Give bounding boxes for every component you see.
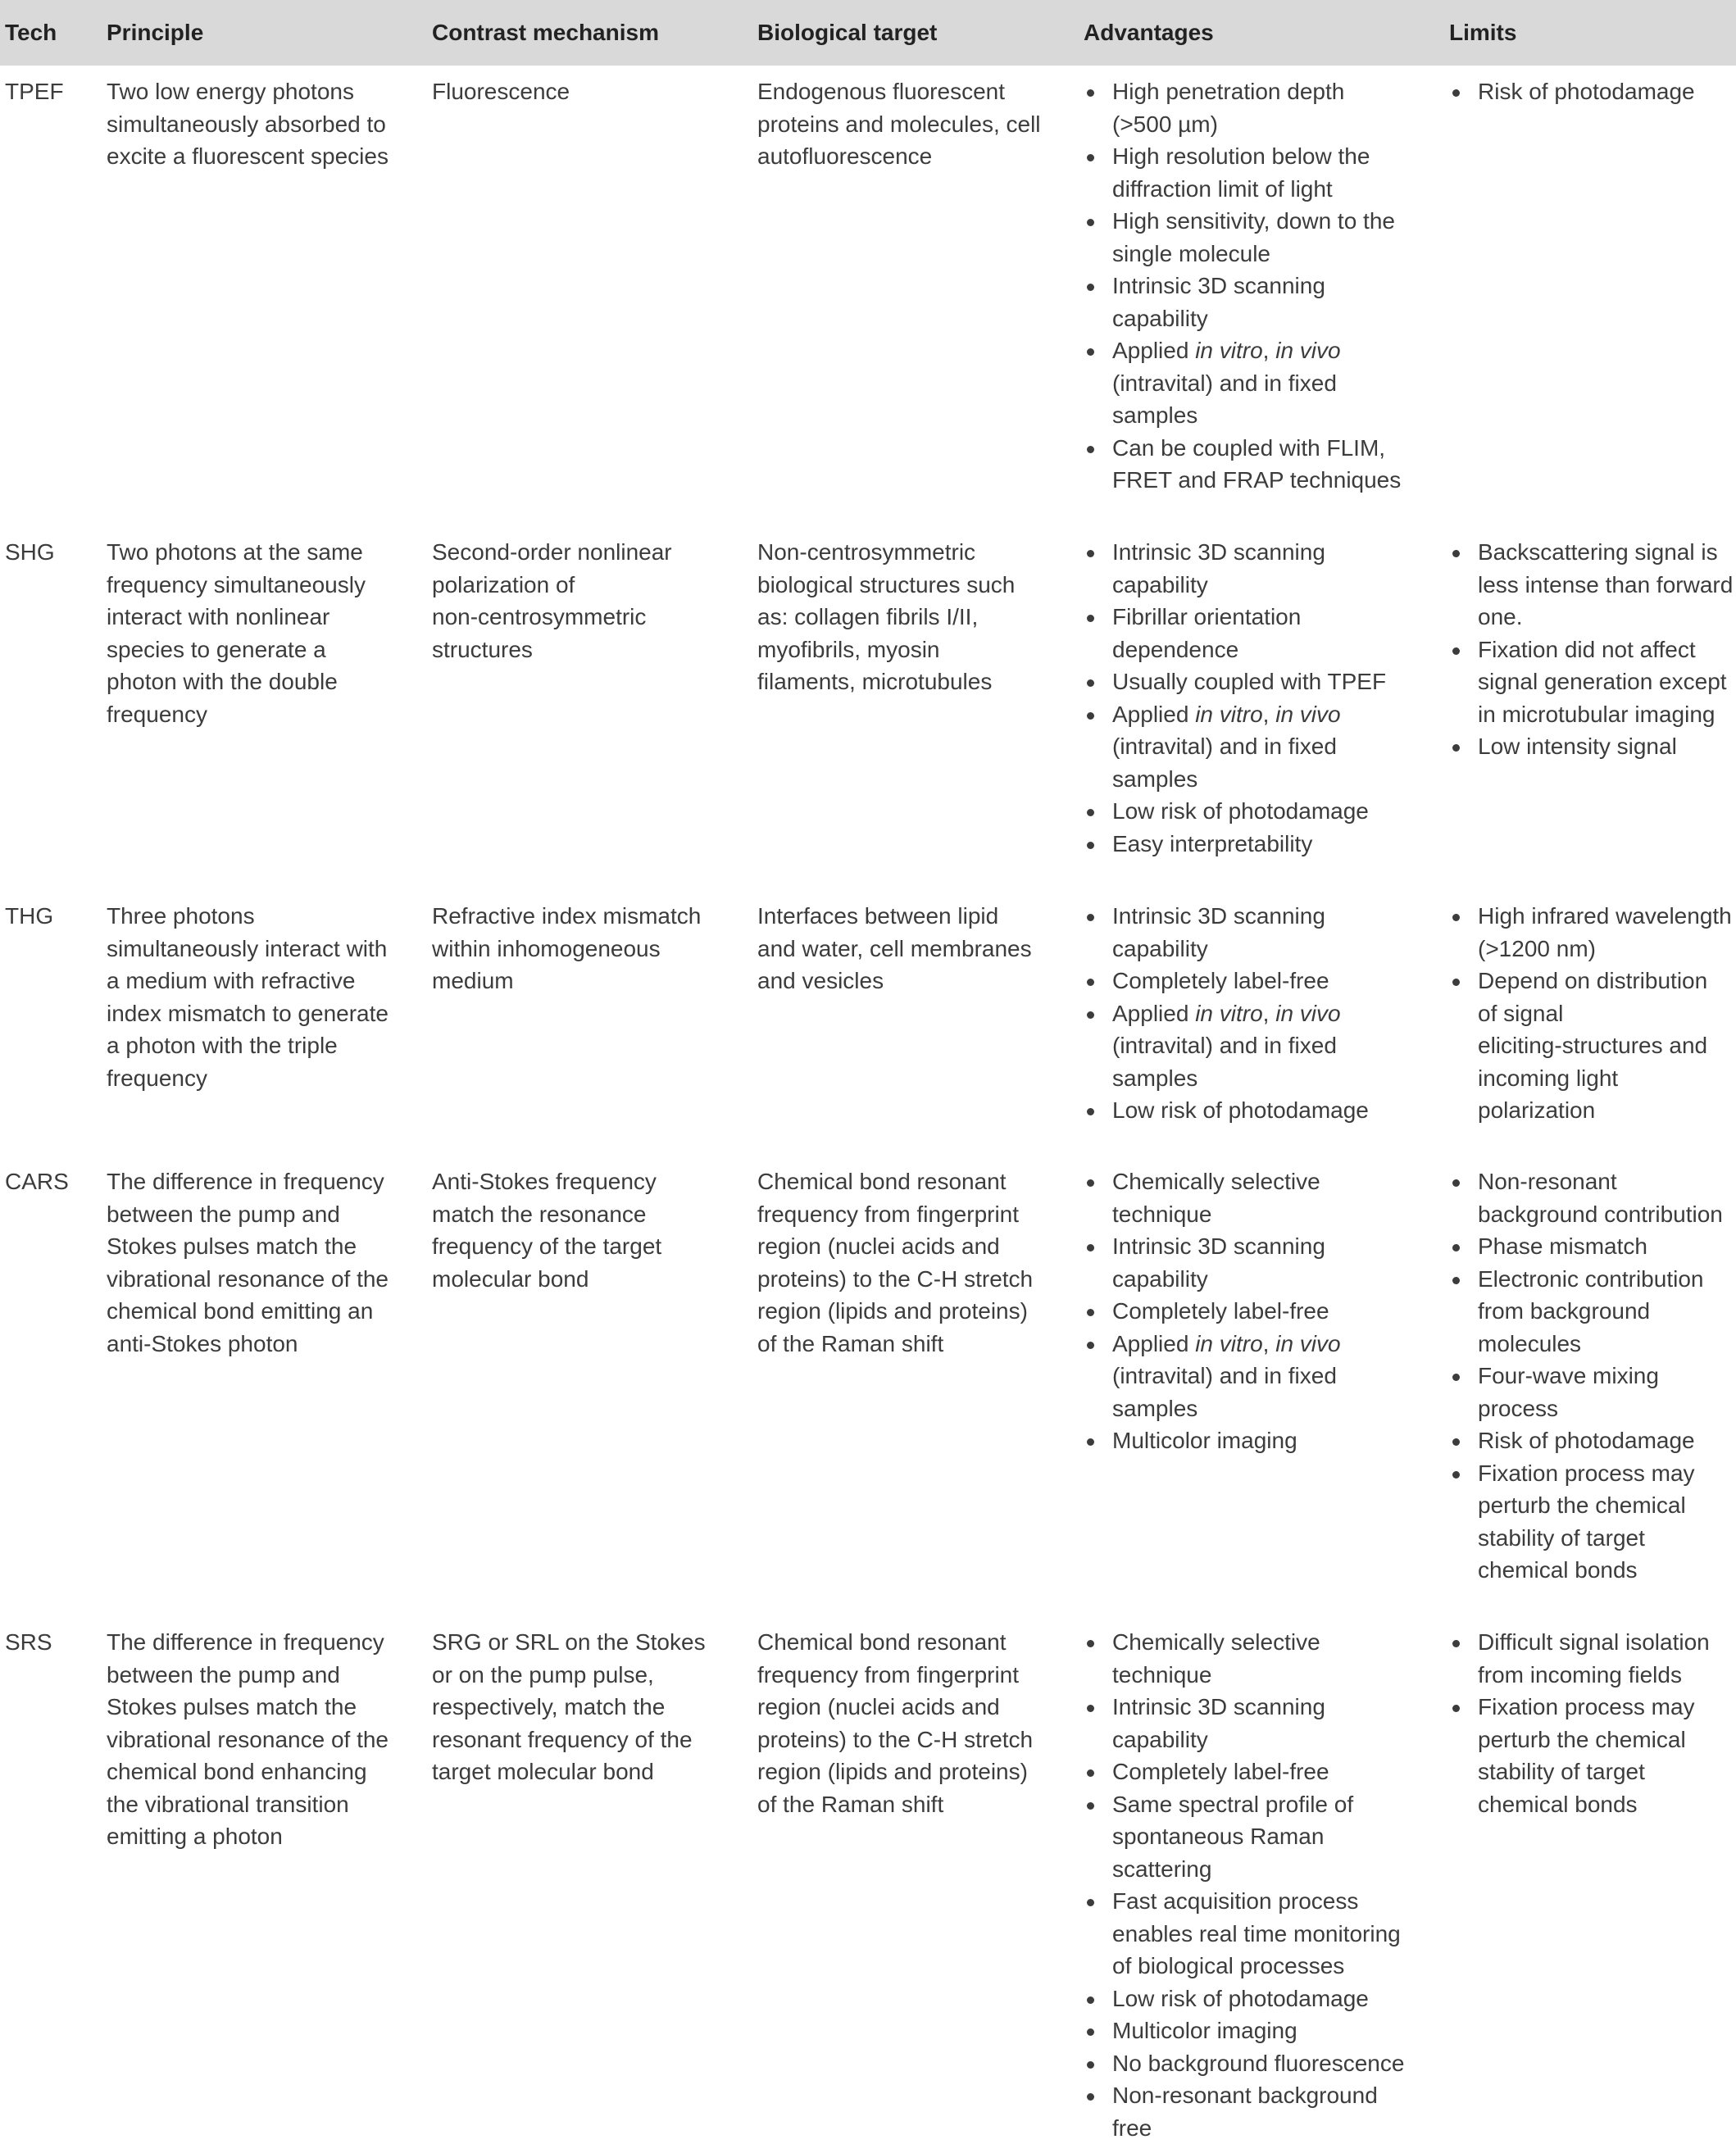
text-line: in microtubular imaging xyxy=(1478,698,1733,731)
text-line: Non-resonant xyxy=(1478,1165,1723,1198)
text-line: Applied in vitro, in vivo xyxy=(1112,1328,1341,1360)
text-line: Anti-Stokes frequency xyxy=(432,1165,661,1198)
advantage-item xyxy=(1084,2079,1404,2144)
text-line: High infrared wavelength xyxy=(1478,900,1732,933)
text-line: Easy interpretability xyxy=(1112,828,1386,861)
text-line: from background xyxy=(1478,1295,1723,1328)
text-line: Multicolor imaging xyxy=(1112,1424,1341,1457)
limit-item xyxy=(1449,1424,1723,1457)
text-line: simultaneously absorbed to xyxy=(107,108,389,141)
advantage-item xyxy=(1084,1424,1341,1457)
text-line: Stokes pulses match the xyxy=(107,1230,389,1263)
text-line: (intravital) and in fixed xyxy=(1112,1029,1369,1062)
limit-item xyxy=(1449,1457,1723,1587)
text-line: frequency xyxy=(107,698,366,731)
text-line: SRG or SRL on the Stokes xyxy=(432,1626,706,1659)
text-line: samples xyxy=(1112,1392,1341,1425)
text-line: photon with the double xyxy=(107,665,366,698)
advantages-list xyxy=(1084,75,1401,497)
advantage-item xyxy=(1084,997,1369,1095)
advantage-item xyxy=(1084,665,1386,698)
text-line: Completely label-free xyxy=(1112,1756,1404,1788)
text-line: Chemically selective xyxy=(1112,1626,1404,1659)
limit-item xyxy=(1449,1230,1723,1263)
text-line: Phase mismatch xyxy=(1478,1230,1723,1263)
text-line: Electronic contribution xyxy=(1478,1263,1723,1296)
text-line: a medium with refractive xyxy=(107,965,389,997)
text-line: Chemical bond resonant xyxy=(757,1626,1033,1659)
principle-cell xyxy=(107,536,366,730)
text-line: Intrinsic 3D scanning xyxy=(1112,1691,1404,1724)
advantage-item xyxy=(1084,1328,1341,1425)
contrast-cell xyxy=(432,900,701,997)
text-line: target molecular bond xyxy=(432,1756,706,1788)
tech-cell: SHG xyxy=(5,536,55,569)
advantage-item xyxy=(1084,1756,1404,1788)
text-line: simultaneously interact with xyxy=(107,933,389,965)
text-line: respectively, match the xyxy=(432,1691,706,1724)
limits-list xyxy=(1449,1165,1723,1587)
text-line: single molecule xyxy=(1112,238,1401,270)
text-line: Low risk of photodamage xyxy=(1112,1983,1404,2015)
text-line: samples xyxy=(1112,1062,1369,1095)
text-line: stability of target xyxy=(1478,1522,1723,1555)
advantage-item xyxy=(1084,205,1401,270)
text-line: the vibrational transition xyxy=(107,1788,389,1821)
text-line: Fixation process may xyxy=(1478,1691,1710,1724)
text-line: incoming light xyxy=(1478,1062,1732,1095)
limits-list xyxy=(1449,900,1732,1127)
text-line: polarization of xyxy=(432,569,672,602)
advantage-item xyxy=(1084,1165,1341,1230)
text-line: frequency from fingerprint xyxy=(757,1659,1033,1692)
text-line: and vesicles xyxy=(757,965,1032,997)
text-line: capability xyxy=(1112,569,1386,602)
header-biological-target: Biological target xyxy=(757,16,937,49)
contrast-cell xyxy=(432,536,672,665)
advantage-item xyxy=(1084,1230,1341,1295)
text-line: Completely label-free xyxy=(1112,965,1369,997)
text-line: proteins) to the C-H stretch xyxy=(757,1263,1033,1296)
text-line: Two low energy photons xyxy=(107,75,389,108)
limit-item xyxy=(1449,634,1733,731)
text-line: free xyxy=(1112,2112,1404,2144)
text-line: biological structures such xyxy=(757,569,1015,602)
advantage-item xyxy=(1084,334,1401,432)
text-line: and water, cell membranes xyxy=(757,933,1032,965)
limit-item xyxy=(1449,965,1732,1127)
text-line: Intrinsic 3D scanning xyxy=(1112,270,1401,302)
table-header xyxy=(0,0,1736,66)
text-line: less intense than forward xyxy=(1478,569,1733,602)
limit-item xyxy=(1449,1165,1723,1230)
advantage-item xyxy=(1084,140,1401,205)
text-line: frequency of the target xyxy=(432,1230,661,1263)
text-line: Low risk of photodamage xyxy=(1112,795,1386,828)
header-principle: Principle xyxy=(107,16,203,49)
text-line: Fluorescence xyxy=(432,75,570,108)
text-line: The difference in frequency xyxy=(107,1165,389,1198)
advantage-item xyxy=(1084,1626,1404,1691)
text-line: Second-order nonlinear xyxy=(432,536,672,569)
text-line: background contribution xyxy=(1478,1198,1723,1231)
text-line: region (nuclei acids and xyxy=(757,1230,1033,1263)
text-line: molecular bond xyxy=(432,1263,661,1296)
text-line: The difference in frequency xyxy=(107,1626,389,1659)
target-cell xyxy=(757,1626,1033,1820)
text-line: Low risk of photodamage xyxy=(1112,1094,1369,1127)
target-cell xyxy=(757,900,1032,997)
header-limits: Limits xyxy=(1449,16,1516,49)
text-line: structures xyxy=(432,634,672,666)
text-line: excite a fluorescent species xyxy=(107,140,389,173)
limit-item xyxy=(1449,1626,1710,1691)
advantages-list xyxy=(1084,900,1369,1127)
advantage-item xyxy=(1084,698,1386,796)
text-line: myofibrils, myosin xyxy=(757,634,1015,666)
text-line: frequency simultaneously xyxy=(107,569,366,602)
text-line: filaments, microtubules xyxy=(757,665,1015,698)
limit-item xyxy=(1449,900,1732,965)
text-line: Multicolor imaging xyxy=(1112,2015,1404,2047)
text-line: Fixation process may xyxy=(1478,1457,1723,1490)
text-line: frequency xyxy=(107,1062,389,1095)
text-line: dependence xyxy=(1112,634,1386,666)
target-cell xyxy=(757,536,1015,698)
text-line: Four-wave mixing xyxy=(1478,1360,1723,1392)
text-line: region (lipids and proteins) xyxy=(757,1295,1033,1328)
text-line: enables real time monitoring xyxy=(1112,1918,1404,1951)
text-line: Risk of photodamage xyxy=(1478,75,1695,108)
text-line: Non-resonant background xyxy=(1112,2079,1404,2112)
text-line: Same spectral profile of xyxy=(1112,1788,1404,1821)
text-line: between the pump and xyxy=(107,1198,389,1231)
text-line: Fibrillar orientation xyxy=(1112,601,1386,634)
text-line: index mismatch to generate xyxy=(107,997,389,1030)
text-line: chemical bond emitting an xyxy=(107,1295,389,1328)
text-line: as: collagen fibrils I/II, xyxy=(757,601,1015,634)
limits-list xyxy=(1449,1626,1710,1820)
text-line: autofluorescence xyxy=(757,140,1041,173)
text-line: a photon with the triple xyxy=(107,1029,389,1062)
advantages-list xyxy=(1084,1165,1341,1457)
target-cell xyxy=(757,1165,1033,1360)
text-line: capability xyxy=(1112,1724,1404,1756)
text-line: (>500 µm) xyxy=(1112,108,1401,141)
text-line: resonant frequency of the xyxy=(432,1724,706,1756)
tech-cell: TPEF xyxy=(5,75,64,108)
text-line: Risk of photodamage xyxy=(1478,1424,1723,1457)
text-line: emitting a photon xyxy=(107,1820,389,1853)
text-line: proteins) to the C-H stretch xyxy=(757,1724,1033,1756)
text-line: samples xyxy=(1112,399,1401,432)
advantage-item xyxy=(1084,965,1369,997)
text-line: perturb the chemical xyxy=(1478,1724,1710,1756)
text-line: Endogenous fluorescent xyxy=(757,75,1041,108)
text-line: chemical bonds xyxy=(1478,1788,1710,1821)
text-line: Can be coupled with FLIM, xyxy=(1112,432,1401,465)
advantage-item xyxy=(1084,432,1401,497)
text-line: High resolution below the xyxy=(1112,140,1401,173)
text-line: spontaneous Raman xyxy=(1112,1820,1404,1853)
advantage-item xyxy=(1084,1788,1404,1886)
text-line: Fixation did not affect xyxy=(1478,634,1733,666)
contrast-cell xyxy=(432,1165,661,1295)
text-line: region (lipids and proteins) xyxy=(757,1756,1033,1788)
tech-cell: THG xyxy=(5,900,53,933)
text-line: between the pump and xyxy=(107,1659,389,1692)
text-line: eliciting-structures and xyxy=(1478,1029,1732,1062)
text-line: chemical bond enhancing xyxy=(107,1756,389,1788)
header-contrast-mechanism: Contrast mechanism xyxy=(432,16,659,49)
text-line: samples xyxy=(1112,763,1386,796)
text-line: (>1200 nm) xyxy=(1478,933,1732,965)
tech-cell: SRS xyxy=(5,1626,52,1659)
text-line: Stokes pulses match the xyxy=(107,1691,389,1724)
principle-cell xyxy=(107,1626,389,1853)
text-line: Fast acquisition process xyxy=(1112,1885,1404,1918)
advantage-item xyxy=(1084,75,1401,140)
text-line: species to generate a xyxy=(107,634,366,666)
text-line: within inhomogeneous xyxy=(432,933,701,965)
text-line: of signal xyxy=(1478,997,1732,1030)
text-line: Applied in vitro, in vivo xyxy=(1112,334,1401,367)
advantage-item xyxy=(1084,1094,1369,1127)
contrast-cell xyxy=(432,1626,706,1788)
text-line: Low intensity signal xyxy=(1478,730,1733,763)
text-line: or on the pump pulse, xyxy=(432,1659,706,1692)
text-line: capability xyxy=(1112,302,1401,335)
text-line: frequency from fingerprint xyxy=(757,1198,1033,1231)
advantage-item xyxy=(1084,795,1386,828)
text-line: Chemical bond resonant xyxy=(757,1165,1033,1198)
text-line: No background fluorescence xyxy=(1112,2047,1404,2080)
text-line: of the Raman shift xyxy=(757,1788,1033,1821)
text-line: scattering xyxy=(1112,1853,1404,1886)
text-line: one. xyxy=(1478,601,1733,634)
advantage-item xyxy=(1084,601,1386,665)
limit-item xyxy=(1449,730,1733,763)
text-line: vibrational resonance of the xyxy=(107,1724,389,1756)
text-line: Intrinsic 3D scanning xyxy=(1112,1230,1341,1263)
tech-cell: CARS xyxy=(5,1165,69,1198)
header-advantages: Advantages xyxy=(1084,16,1214,49)
advantage-item xyxy=(1084,900,1369,965)
advantage-item xyxy=(1084,2015,1404,2047)
text-line: Interfaces between lipid xyxy=(757,900,1032,933)
text-line: process xyxy=(1478,1392,1723,1425)
text-line: Two photons at the same xyxy=(107,536,366,569)
text-line: Refractive index mismatch xyxy=(432,900,701,933)
text-line: Difficult signal isolation xyxy=(1478,1626,1710,1659)
advantage-item xyxy=(1084,2047,1404,2080)
text-line: (intravital) and in fixed xyxy=(1112,367,1401,400)
text-line: stability of target xyxy=(1478,1756,1710,1788)
header-tech: Tech xyxy=(5,16,57,49)
text-line: technique xyxy=(1112,1198,1341,1231)
limit-item xyxy=(1449,1263,1723,1360)
limit-item xyxy=(1449,1691,1710,1820)
text-line: signal generation except xyxy=(1478,665,1733,698)
advantage-item xyxy=(1084,1983,1404,2015)
text-line: FRET and FRAP techniques xyxy=(1112,464,1401,497)
limit-item xyxy=(1449,75,1695,108)
text-line: perturb the chemical xyxy=(1478,1489,1723,1522)
text-line: Intrinsic 3D scanning xyxy=(1112,536,1386,569)
text-line: (intravital) and in fixed xyxy=(1112,730,1386,763)
advantages-list xyxy=(1084,536,1386,860)
target-cell xyxy=(757,75,1041,173)
text-line: High sensitivity, down to the xyxy=(1112,205,1401,238)
text-line: Applied in vitro, in vivo xyxy=(1112,698,1386,731)
text-line: polarization xyxy=(1478,1094,1732,1127)
advantage-item xyxy=(1084,270,1401,334)
principle-cell xyxy=(107,75,389,173)
text-line: from incoming fields xyxy=(1478,1659,1710,1692)
advantage-item xyxy=(1084,1691,1404,1756)
limits-list xyxy=(1449,536,1733,763)
text-line: Non-centrosymmetric xyxy=(757,536,1015,569)
text-line: vibrational resonance of the xyxy=(107,1263,389,1296)
text-line: technique xyxy=(1112,1659,1404,1692)
text-line: Three photons xyxy=(107,900,389,933)
advantage-item xyxy=(1084,1885,1404,1983)
limits-list xyxy=(1449,75,1695,108)
text-line: chemical bonds xyxy=(1478,1554,1723,1587)
limit-item xyxy=(1449,1360,1723,1424)
text-line: Backscattering signal is xyxy=(1478,536,1733,569)
text-line: match the resonance xyxy=(432,1198,661,1231)
text-line: Depend on distribution xyxy=(1478,965,1732,997)
text-line: High penetration depth xyxy=(1112,75,1401,108)
advantage-item xyxy=(1084,828,1386,861)
text-line: Applied in vitro, in vivo xyxy=(1112,997,1369,1030)
text-line: medium xyxy=(432,965,701,997)
text-line: capability xyxy=(1112,933,1369,965)
contrast-cell xyxy=(432,75,570,108)
text-line: (intravital) and in fixed xyxy=(1112,1360,1341,1392)
text-line: Completely label-free xyxy=(1112,1295,1341,1328)
advantages-list xyxy=(1084,1626,1404,2144)
text-line: of the Raman shift xyxy=(757,1328,1033,1360)
text-line: non-centrosymmetric xyxy=(432,601,672,634)
text-line: Intrinsic 3D scanning xyxy=(1112,900,1369,933)
text-line: molecules xyxy=(1478,1328,1723,1360)
text-line: capability xyxy=(1112,1263,1341,1296)
principle-cell xyxy=(107,900,389,1094)
limit-item xyxy=(1449,536,1733,634)
text-line: proteins and molecules, cell xyxy=(757,108,1041,141)
advantage-item xyxy=(1084,536,1386,601)
principle-cell xyxy=(107,1165,389,1360)
text-line: Chemically selective xyxy=(1112,1165,1341,1198)
text-line: Usually coupled with TPEF xyxy=(1112,665,1386,698)
text-line: anti-Stokes photon xyxy=(107,1328,389,1360)
text-line: region (nuclei acids and xyxy=(757,1691,1033,1724)
advantage-item xyxy=(1084,1295,1341,1328)
text-line: of biological processes xyxy=(1112,1950,1404,1983)
text-line: diffraction limit of light xyxy=(1112,173,1401,206)
text-line: interact with nonlinear xyxy=(107,601,366,634)
